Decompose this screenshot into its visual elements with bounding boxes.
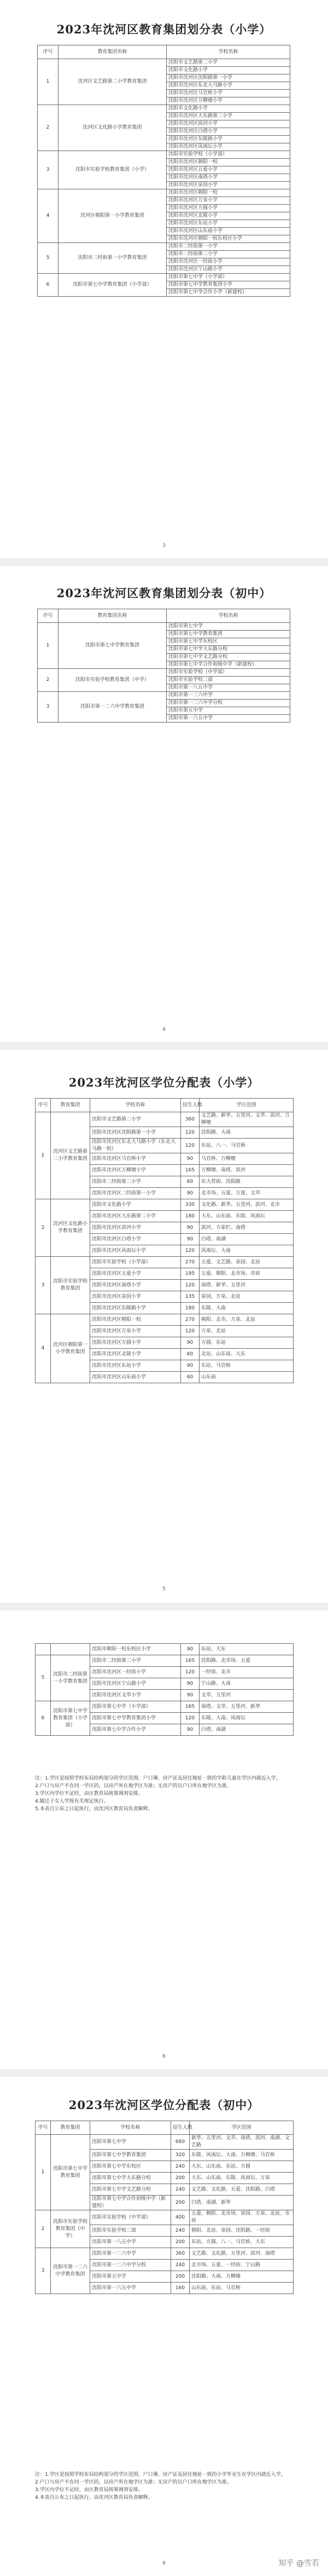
school-name: 沈阳市第七中学教育集团 [90,2150,171,2161]
school-name: 沈阳市沈河区滨河小学 [90,1222,181,1234]
page-title: 2023年沈河区教育集团划分表（小学） [56,22,272,36]
column-header: 学校名称 [90,2121,171,2135]
school-name: 沈阳市第七中学 [90,2135,171,2150]
table-row [38,189,290,197]
school-name: 沈阳市沈河区北陵小学 [167,212,290,220]
enrollment-count: 200 [171,2271,190,2283]
district-range: 方圆、东站 [200,1337,294,1349]
district-range: 东大营街、沈阳路 [200,1176,294,1188]
school-name: 沈阳市第一二六中学 [167,692,290,700]
enrollment-count: 90 [181,1188,200,1199]
group-name: 沈阳市实验学校教育集团（中学） [58,669,167,692]
row-number: 2 [36,2210,51,2248]
column-header: 学区范围 [190,2121,294,2135]
column-header: 序号 [38,45,58,59]
page-number: 9 [162,2561,166,2566]
row-number: 2 [36,1199,51,1257]
group-number: 5 [38,243,58,274]
table-row [38,243,290,251]
district-range: 一经街、北市 [200,1667,294,1678]
allocation-table [35,2121,294,2294]
notes [35,2471,293,2502]
school-name: 沈阳市沈河区风雨坛小学 [167,143,290,151]
district-range: 沈阳路、大南 [200,1127,294,1139]
district-range: 大东、山东庙、东陵、风雨坛 [200,1211,294,1222]
table-row [38,59,290,67]
column-header: 序号 [36,2121,51,2135]
enrollment-count: 240 [171,2225,190,2237]
column-header: 招生人数 [171,2121,190,2135]
school-name: 沈阳市文化路小学 [167,67,290,74]
enrollment-count: 200 [171,2196,190,2210]
district-range: 泉园、万泉、北站 [200,1291,294,1303]
school-name: 沈阳市沈河区山东庙小学 [90,1372,181,1383]
column-header: 学校名称 [167,45,290,59]
school-name: 沈阳市沈河区马官桥小学 [167,90,290,97]
school-name: 沈阳市第七中学（小学部） [90,1701,181,1713]
enrollment-count: 160 [171,2283,190,2294]
column-header: 学区范围 [200,1099,294,1112]
table-row [36,2248,294,2260]
watermark: 知乎 @雪若 [278,2559,319,2568]
row-number [36,1644,51,1655]
row-number: 1 [36,2135,51,2210]
school-name: 沈阳市沈河区大东路第二小学 [90,1211,181,1222]
school-name: 沈阳市沈河区方圆小学 [167,205,290,212]
enrollment-count: 165 [181,1655,200,1667]
district-range: 万泉、北站 [200,1326,294,1337]
table-header-row [36,2121,294,2135]
allocation-table [35,1643,294,1736]
school-name: 沈阳市第七中学合作小学 [90,1724,181,1736]
note-line: 3.学区内学位不足时，由区教育局统筹调剂安排。 [35,1791,143,1797]
enrollment-count: 90 [181,1678,200,1690]
school-name: 沈阳市沈河区五爱小学 [90,1268,181,1280]
school-name: 沈阳市沈河区东站小学 [167,220,290,228]
district-range: 白塔、南湖、新华 [190,2196,294,2210]
district-range: 东陵、风雨坛、大南、万柳塘、马官桥 [190,2150,294,2161]
school-name: 沈阳市第一二六中学分校 [167,700,290,707]
group-rows [38,59,290,297]
district-range: 北站、山东庙、大东 [200,1349,294,1360]
school-name: 沈阳市沈河区东站小学 [90,1360,181,1372]
column-header: 招生人数 [181,1099,200,1112]
district-range: 东陵、大南 [200,1303,294,1314]
column-header: 教育集团名称 [58,609,167,623]
enrollment-count: 90 [181,1360,200,1372]
district-range: 朝阳、北市、万泉、北站 [200,1314,294,1326]
school-name: 沈阳市沈河区万柳塘小学 [90,1165,181,1176]
district-range: 东站、八一、马官桥 [200,1139,294,1153]
column-header: 学校名称 [167,609,290,623]
enrollment-count: 240 [171,2184,190,2196]
note-line: 4.随迁子女入学按有关规定执行。 [35,1799,109,1804]
enrollment-count: 120 [181,1326,200,1337]
table-row [36,1655,294,1667]
enrollment-count: 180 [181,1303,200,1314]
group-number: 2 [38,105,58,151]
district-range: 东站、大东 [200,1644,294,1655]
notes [35,1775,293,1813]
enrollment-count: 360 [181,1112,200,1127]
district-range: 五爱、朝阳、北市场、市府 [200,1268,294,1280]
school-name: 沈阳市第七中学合作初级中学（新建校） [167,661,290,669]
group-name: 沈阳市实验学校教育集团（小学） [58,151,167,189]
group-name: 沈阳市实验学校教育集团（中学） [51,2210,90,2248]
allocation-rows [36,1112,294,1383]
district-range: 沈阳路、北市场、五爱 [200,1655,294,1667]
enrollment-count: 120 [181,1280,200,1291]
group-number: 3 [38,151,58,189]
table-row [36,1644,294,1655]
enrollment-count: 120 [181,1713,200,1724]
column-header: 教育集团 [51,1099,90,1112]
school-name: 沈阳市第一八五中学 [167,684,290,692]
school-name: 沈阳市沈河区东北大马路小学 [167,82,290,90]
school-name: 沈阳市沈河区马官桥小学 [90,1153,181,1165]
table-row [38,105,290,113]
note-line: 4.本表自公布之日起执行，由沈河区教育局负责解释。 [35,2495,153,2500]
page-number: 6 [162,2054,166,2059]
school-name: 沈阳市第七中学大东路分校 [90,2173,171,2184]
enrollment-count: 90 [181,1337,200,1349]
school-name: 沈阳市第七中学文艺路分校 [167,654,290,661]
school-name: 沈阳市沈河区山东庙小学 [167,228,290,235]
school-name: 沈阳市第一二六中学分校 [90,2260,171,2271]
page-title: 2023年沈河区学位分配表（初中） [68,2098,260,2112]
table-header-row [36,1099,294,1112]
school-name: 沈阳市沈河区东陵路小学 [90,1303,181,1314]
enrollment-count: 165 [181,1165,200,1176]
school-name: 沈阳市文艺路第二小学 [167,59,290,67]
school-name: 沈阳市沈河区白塔小学 [90,1234,181,1245]
school-name: 沈阳市沈河区朝阳一校 [167,189,290,197]
column-header: 教育集团名称 [58,45,167,59]
school-name: 沈阳市沈河区北陵小学 [90,1349,181,1360]
district-range: 大东、山东庙、东陵、风雨坛、万泉 [190,2173,294,2184]
school-name: 沈阳市第七中学 [167,623,290,631]
school-name: 沈阳市沈河区宁山路小学 [90,1678,181,1690]
school-name: 沈阳市二经街第二小学 [90,1176,181,1188]
enrollment-count: 330 [181,1199,200,1211]
group-name: 沈阳市第七中学教育集团（小学部） [58,274,167,297]
document-page-5 [0,2077,328,2576]
school-name: 沈阳市沈河区文萃小学 [90,1690,181,1701]
enrollment-count: 60 [181,1372,200,1383]
document-page-3 [0,1050,328,1603]
table-row [36,2210,294,2225]
row-number: 1 [36,1112,51,1199]
school-name: 沈阳市第七中学教育集团小学 [167,281,290,289]
district-range: 南塔、新华、五里河 [200,1280,294,1291]
school-name: 沈阳市第七中学（小学部） [167,274,290,281]
group-name: 沈阳市实验学校教育集团 [51,1257,90,1314]
school-name: 沈阳市第五中学 [167,707,290,715]
school-name: 沈阳市文艺路第二小学 [90,1112,181,1127]
enrollment-count: 90 [181,1644,200,1655]
school-name: 沈阳市实验学校（中学部） [90,2210,171,2225]
district-range: 文艺路、新华、五里河、文萃、滨河、万柳塘 [200,1112,294,1127]
district-range: 风雨坛、大南 [200,1245,294,1257]
enrollment-count: 90 [181,1690,200,1701]
school-name: 沈阳市第一二六中学 [90,2248,171,2260]
table-row [38,151,290,159]
school-name: 沈阳市第五中学 [90,2271,171,2283]
school-name: 沈阳市沈河区沈阳路第一小学 [90,1127,181,1139]
enrollment-count: 120 [181,1127,200,1139]
school-name: 沈阳市沈河区方圆小学 [90,1337,181,1349]
school-name: 沈阳市沈河区朝阳一校 [167,159,290,166]
school-name: 沈阳市第七中学合作初级中学（新建校） [90,2196,171,2210]
row-number: 3 [36,2248,51,2294]
group-name: 沈阳市第一二六中学教育集团 [58,692,167,723]
column-header: 序号 [38,609,58,623]
enrollment-count: 360 [171,2248,190,2260]
page-number: 3 [162,543,166,548]
allocation-rows [36,2135,294,2294]
school-name: 沈阳市沈河区沈阳路第一小学 [167,74,290,82]
group-name: 沈阳市第七中学教育集团 [58,623,167,669]
school-name: 沈阳市沈河区一经街小学 [167,258,290,266]
district-range: 大东、山东庙、东站、方圆 [190,2161,294,2173]
school-name: 沈阳市实验学校（小学部） [90,1257,181,1268]
column-header: 序号 [36,1099,51,1112]
school-name: 沈阳市第七中学合作小学（新建校） [167,289,290,297]
note-line: 2.户口与房产不在同一学区的，以房产所在地学区为准；无房产的以户口所在地学区为准。 [35,1783,232,1789]
enrollment-count: 240 [171,2260,190,2271]
school-name: 沈阳市沈河区泉园小学 [90,1291,181,1303]
district-range: 马官桥、万柳塘 [200,1153,294,1165]
enrollment-count: 660 [171,2135,190,2150]
enrollment-count: 270 [181,1257,200,1268]
enrollment-count: 270 [181,1314,200,1326]
row-number: 5 [36,1655,51,1701]
school-name: 沈阳市沈河区朝阳一校 [90,1314,181,1326]
district-range: 五爱、文艺路、泉园、北站 [200,1257,294,1268]
school-name: 沈阳市第一六五中学 [167,715,290,723]
school-name: 沈阳市沈河区东陵路小学 [167,136,290,143]
enrollment-count: 195 [181,1268,200,1280]
school-name: 沈阳市沈河区大东路第二小学 [167,113,290,120]
school-name: 沈阳市第七中学东校区 [167,638,290,646]
table-row [38,623,290,631]
school-name: 沈阳市沈河区朝阳一校东校区小学 [167,235,290,243]
school-name: 沈阳市实验学校（中学部） [167,669,290,677]
row-number: 4 [36,1314,51,1383]
allocation-rows [36,1644,294,1736]
school-name: 沈阳市沈河区一经街小学 [90,1667,181,1678]
district-range: 白塔、南湖 [200,1234,294,1245]
column-header: 学校名称 [90,1099,181,1112]
district-range: 新华、五里河、文萃、南塔、滨河、南湖、文艺路 [190,2135,294,2150]
school-name: 沈阳市朝阳一校东校区小学 [90,1644,181,1655]
school-name: 沈阳市实验学校二部 [167,677,290,684]
enrollment-count: 90 [181,1724,200,1736]
note-line: 注：1.学区是按照学校布局结构划分的学区范围，户口簿、房产证及居住地址一致的学龄儿童在学区内就近入学。 [35,1776,281,1781]
district-range: 五爱、朝阳、北市场、泉园、万泉、北站、市府 [190,2210,294,2225]
group-name: 沈河区文艺路第二小学教育集团 [51,1112,90,1199]
group-number: 1 [38,623,58,669]
group-name: 沈阳市第七中学教育集团（小学部） [51,1701,90,1736]
group-name: 沈阳市二经街第一小学教育集团 [58,243,167,274]
group-name: 沈河区文化路小学教育集团 [58,105,167,151]
enrollment-count: 320 [171,2150,190,2161]
group-name: 沈阳市二经街第一小学教育集团 [51,1655,90,1701]
group-number: 1 [38,59,58,105]
district-range: 文艺路、文化路、五里河、滨河、南塔 [190,2248,294,2260]
district-range: 南塔、文萃、五里河、新华 [200,1701,294,1713]
note-line: 注：1.学区是按照学校布局结构划分的学区范围，户口簿、房产证及居住地址一致的小学毕业生在学区内就近入学。 [35,2472,286,2477]
enrollment-count: 180 [181,1211,200,1222]
district-range: 滨河、方家栏、南塔 [200,1222,294,1234]
column-header: 教育集团 [51,2121,90,2135]
enrollment-count: 120 [181,1139,200,1153]
enrollment-count: 90 [181,1222,200,1234]
school-name: 沈阳市第七中学文艺路分校 [90,2184,171,2196]
enrollment-count: 165 [181,1701,200,1713]
group-name: 沈河区文艺路第二小学教育集团 [58,59,167,105]
school-name: 沈阳市实验学校（小学部） [167,151,290,159]
document-page-4 [0,1610,328,2069]
group-table [37,609,290,723]
group-table [37,45,290,297]
table-row [36,2135,294,2150]
district-range: 文艺路、文化路、五爱、沈阳路、白塔 [190,2184,294,2196]
district-range: 朝阳、北站、泉园、沈阳路、一经街 [190,2225,294,2237]
district-range: 文萃、五里河 [200,1690,294,1701]
row-number: 3 [36,1257,51,1314]
note-line: 5.本表自公布之日起执行，由沈河区教育局负责解释。 [35,1806,153,1812]
school-name: 沈阳市第七中学大东路分校 [167,646,290,654]
group-number: 4 [38,189,58,243]
school-name: 沈阳市沈河区五爱小学 [167,166,290,174]
district-range: 宁山路、大南 [200,1678,294,1690]
row-number: 6 [36,1701,51,1736]
enrollment-count: 200 [171,2237,190,2248]
table-row [36,1257,294,1268]
district-range: 万柳塘、南塔、滨河 [200,1165,294,1176]
school-name: 沈阳市实验学校二部 [90,2225,171,2237]
district-range: 山东庙、东站、马官桥 [190,2283,294,2294]
page-number: 4 [162,1027,166,1032]
school-name: 沈阳市文化路小学 [90,1199,181,1211]
district-range: 北市场、五爱、万莲、文萃 [200,1188,294,1199]
enrollment-count: 240 [171,2161,190,2173]
allocation-table [35,1098,294,1383]
school-name: 沈阳市沈河区万柳塘小学 [167,97,290,105]
district-range: 东站、方圆、八一、马官桥、大东 [190,2237,294,2248]
school-name: 沈阳市第七中学教育集团小学 [90,1713,181,1724]
enrollment-count: 200 [171,2173,190,2184]
school-name: 沈阳市沈河区南塔小学 [167,174,290,182]
group-name: 沈河区朝阳第一小学教育集团 [58,189,167,243]
school-name: 沈阳市第一六五中学 [90,2283,171,2294]
school-name: 沈阳市沈河区泉园小学 [167,182,290,189]
document-page-1 [0,0,328,558]
group-name: 沈阳市第一二六中学教育集团 [51,2248,90,2294]
table-header-row [38,45,290,59]
group-name: 沈河区文化路小学教育集团 [51,1199,90,1257]
group-number: 3 [38,692,58,723]
district-range: 沈阳路、大南、万柳塘 [190,2271,294,2283]
group-name [51,1644,90,1655]
table-row [36,1199,294,1211]
table-row [38,692,290,700]
table-row [36,1701,294,1713]
table-row [38,274,290,281]
table-row [38,669,290,677]
page-title: 2023年沈河区学位分配表（小学） [68,1076,260,1089]
district-range: 白塔、南湖 [200,1724,294,1736]
page-title: 2023年沈河区教育集团划分表（初中） [56,586,272,600]
table-row [36,1314,294,1326]
school-name: 沈阳市沈河区万泉小学 [90,1326,181,1337]
school-name: 沈阳市沈河区南塔小学 [90,1280,181,1291]
note-line: 2.户口与房产不在同一学区的，以房产所在地学区为准；无房产的以户口所在地学区为准。 [35,2480,232,2485]
school-name: 沈阳市沈河区风雨坛小学 [90,1245,181,1257]
group-name: 沈河区朝阳第一小学教育集团 [51,1314,90,1383]
school-name: 沈阳市二经街第二小学 [90,1655,181,1667]
enrollment-count: 90 [181,1234,200,1245]
group-number: 2 [38,669,58,692]
school-name: 沈阳市二经街第二小学 [167,251,290,258]
school-name: 沈阳市文化路小学 [167,105,290,113]
enrollment-count: 60 [181,1176,200,1188]
table-row [36,1112,294,1127]
note-line: 3.学区内学位不足时，由区教育局统筹调剂安排。 [35,2487,143,2493]
school-name: 沈阳市沈河区滨河小学 [167,120,290,128]
enrollment-count: 120 [181,1245,200,1257]
district-range: 北市场、五爱、一经街、宁山路 [190,2260,294,2271]
school-name: 沈阳市第七中学东校区 [90,2161,171,2173]
enrollment-count: 60 [181,1349,200,1360]
enrollment-count: 120 [181,1667,200,1678]
school-name: 沈阳市沈河区二经街第一小学 [90,1188,181,1199]
district-range: 东站、马官桥 [200,1360,294,1372]
school-name: 沈阳市沈河区宁山路小学 [167,266,290,274]
enrollment-count: 90 [181,1153,200,1165]
enrollment-count: 135 [181,1291,200,1303]
district-range: 山东庙 [200,1372,294,1383]
school-name: 沈阳市第一八五中学 [90,2237,171,2248]
table-header-row [38,609,290,623]
page-number: 5 [162,1586,166,1592]
group-rows [38,623,290,723]
enrollment-count: 400 [171,2210,190,2225]
school-name: 沈阳市沈河区东北大马路小学（东北大马路一校） [90,1139,181,1153]
school-name: 沈阳市二经街第一小学 [167,243,290,251]
district-range: 文化路、新华、五里河、滨河、北市 [200,1199,294,1211]
group-number: 6 [38,274,58,297]
school-name: 沈阳市第七中学教育集团 [167,631,290,638]
group-name: 沈阳市第七中学教育集团 [51,2135,90,2210]
document-page-2 [0,566,328,1042]
school-name: 沈阳市沈河区万泉小学 [167,197,290,205]
district-range: 东陵、大南、风雨坛 [200,1713,294,1724]
school-name: 沈阳市沈河区白塔小学 [167,128,290,136]
